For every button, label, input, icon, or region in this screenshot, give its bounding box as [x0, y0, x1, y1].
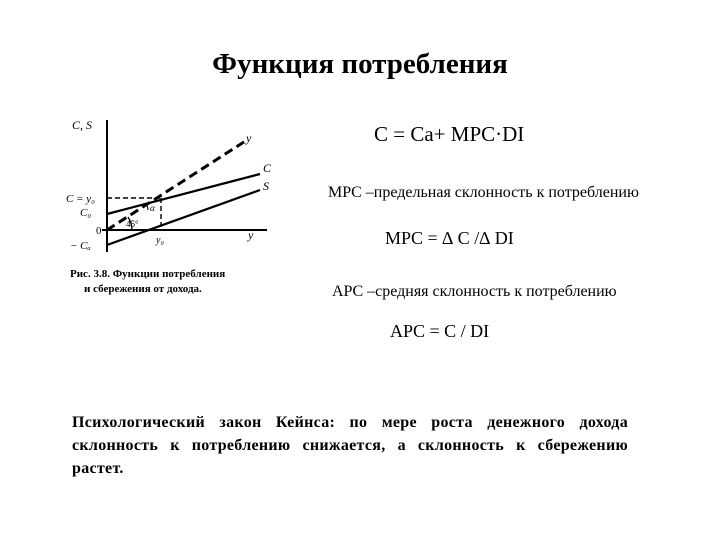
figure-caption-line1: Рис. 3.8. Функции потребления	[70, 268, 226, 280]
label-minus-ca: − Cₐ	[70, 240, 91, 252]
savings-line	[107, 190, 260, 245]
label-c-eq-y0: C = y₀	[66, 193, 95, 205]
axis-x-label: y	[248, 228, 254, 242]
line-y-label: y	[246, 131, 252, 145]
page-title: Функция потребления	[212, 48, 508, 80]
label-angle: 45°	[126, 219, 139, 229]
label-c0: C₀	[80, 207, 92, 219]
line-45-degree	[107, 140, 247, 230]
axis-y-label: C, S	[72, 118, 93, 132]
formula-main: C = Ca+ MPC·DI	[374, 122, 525, 146]
consumption-function-figure	[62, 112, 292, 302]
mpc-definition: MPC –предельная склонность к потреблению	[328, 184, 639, 201]
line-c-label: C	[263, 161, 272, 175]
apc-formula: APC = C / DI	[390, 321, 490, 341]
label-y0: y₀	[156, 235, 164, 246]
label-zero: 0	[96, 225, 102, 237]
keynes-law-text: Психологический закон Кейнса: по мере роста денежного дохода склонность к потреблению снижается, а склонность к сбережению растет.	[72, 414, 628, 477]
apc-definition: APC –средняя склонность к потреблению	[332, 283, 617, 300]
line-s-label: S	[263, 179, 269, 193]
mpc-formula: MPC = ∆ C /∆ DI	[385, 228, 514, 248]
label-alpha: α	[150, 203, 155, 213]
figure-caption-line2: и сбережения от дохода.	[84, 283, 202, 295]
